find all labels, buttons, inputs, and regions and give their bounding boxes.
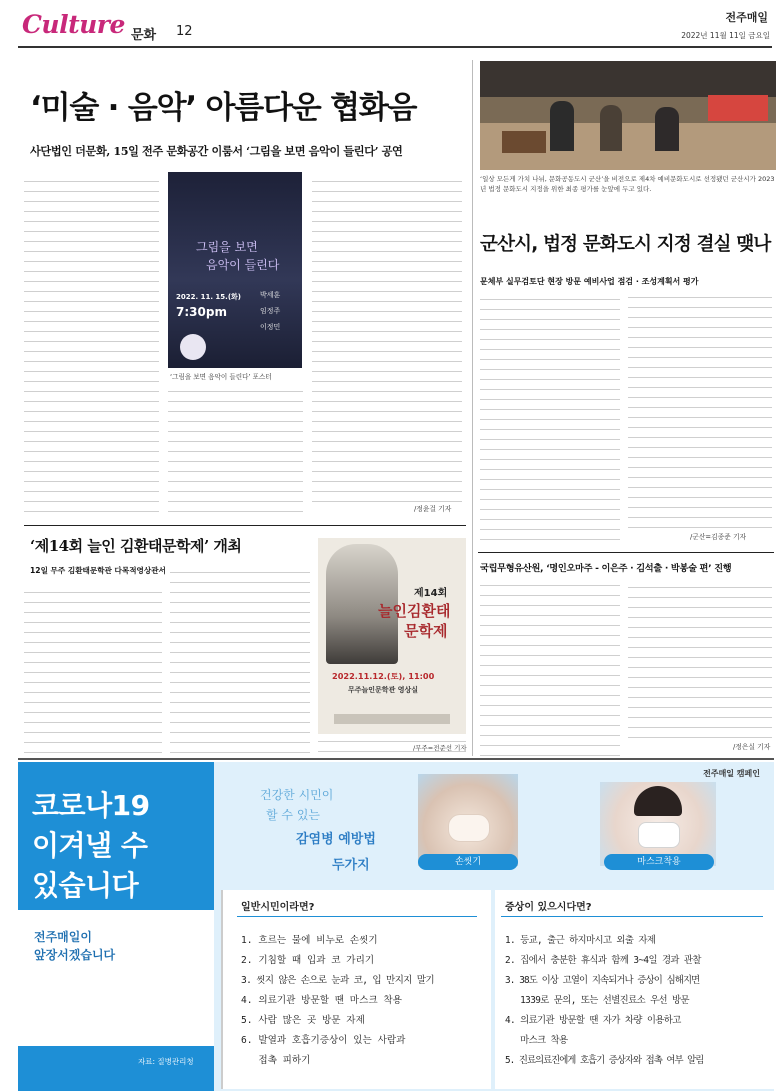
citizen-box: [221, 890, 491, 1089]
ad-campaign: 전주매일 캠페인: [703, 769, 760, 778]
symptoms-item: 마스크 착용: [505, 1035, 568, 1046]
article4-body-col1: [480, 578, 620, 756]
column-divider: [472, 548, 473, 756]
poster-title-line1: 그림을 보면: [196, 240, 258, 254]
ad-headline-3: 있습니다: [32, 869, 139, 902]
article2-photo: [480, 61, 776, 170]
article3-body-col2: [170, 569, 310, 753]
article3-subhead: 12일 무주 김환태문학관 다목적영상관서: [30, 566, 166, 575]
mask-icon: [638, 822, 680, 848]
poster-logo-mark: [180, 334, 206, 360]
poster-title-line2: 음악이 들린다: [206, 258, 280, 272]
ad-left-panel: [18, 762, 214, 1091]
article3-byline: /무주=전준선 기자: [413, 744, 467, 752]
poster-time: 7:30pm: [176, 305, 227, 319]
ad-sub-line2: 앞장서겠습니다: [34, 948, 116, 962]
poster-performer-2: 임정주: [260, 307, 281, 315]
face-hair: [634, 786, 682, 816]
poster-sponsors: [334, 714, 450, 724]
article2-subhead: 문체부 실무검토단 현장 방문 예비사업 점검 · 조성계획서 평가: [480, 277, 699, 286]
citizen-heading: 일반시민이라면?: [241, 902, 315, 913]
citizen-item: 5. 사람 많은 곳 방문 자제: [241, 1015, 365, 1026]
ad-prevention-2: 두가지: [332, 858, 370, 873]
symptoms-heading-rule: [501, 916, 763, 917]
article2-body-col1: [480, 294, 620, 540]
symptoms-item: 1. 등교, 출근 하지마시고 외출 자제: [505, 935, 656, 946]
article2-headline: 군산시, 법정 문화도시 지정 결실 맺나: [480, 234, 771, 255]
photo-banner: [708, 95, 768, 121]
article2-byline: /군산=김종준 기자: [690, 533, 747, 541]
article1-body-col1: [24, 172, 159, 512]
article3-poster: [318, 538, 466, 734]
hand-wash-image: [418, 774, 518, 866]
poster-performer-1: 박세훈: [260, 291, 281, 299]
hand-wash-label: 손씻기: [418, 854, 518, 870]
poster-edition: 제14회: [414, 588, 448, 599]
page-number: 12: [176, 24, 193, 39]
ad-top-rule: [18, 758, 774, 760]
article2-photo-caption: ‘일상 모든게 가치 나뉘, 문화공동도시 군산’을 비전으로 제4차 예비문화도시로 선정됐던 군산시가 2023년 법정 문화도시 지정을 위한 최종 평가를 눈앞에 두고 있다.: [480, 175, 775, 193]
poster-title-2: 문학제: [404, 622, 448, 640]
photo-person: [600, 105, 622, 151]
citizen-item: 1. 흐르는 물에 비누로 손씻기: [241, 935, 378, 946]
article3-top-rule: [24, 525, 466, 526]
column-divider: [472, 60, 473, 548]
hand-wash-icon: [448, 814, 490, 842]
article2-body-col2: [628, 294, 772, 528]
article1-byline: /정윤걸 기자: [414, 505, 452, 513]
photo-table: [502, 131, 546, 153]
section-title-en: Culture: [22, 10, 125, 39]
symptoms-item: 5. 진료의료진에게 호흡기 증상자와 접촉 여부 알림: [505, 1055, 704, 1066]
ad-headline-2: 이겨낼 수: [32, 829, 148, 862]
ad-headline-1: 코로나19: [32, 789, 150, 822]
article4-top-rule: [478, 552, 774, 553]
article4-headline: 국립무형유산원, ‘명인오마주 - 이은주 · 김석출 · 박봉술 편’ 진행: [480, 563, 732, 574]
poster-date: 2022. 11. 15.(화): [176, 293, 241, 301]
symptoms-box: [495, 890, 774, 1089]
article3-body-col1: [24, 583, 162, 753]
citizen-item: 접촉 피하기: [241, 1055, 311, 1066]
article1-body-col2: [168, 388, 303, 512]
issue-date: 2022년 11월 11일 금요일: [681, 31, 770, 40]
page-header: [0, 0, 782, 46]
citizen-item: 6. 발열과 호흡기증상이 있는 사람과: [241, 1035, 406, 1046]
article1-headline: ‘미술 · 음악’ 아름다운 협화음: [30, 90, 417, 126]
photo-person: [550, 101, 574, 151]
symptoms-item: 2. 집에서 충분한 휴식과 함께 3~4일 경과 관찰: [505, 955, 701, 966]
citizen-heading-rule: [237, 916, 477, 917]
symptoms-item: 1339로 문의, 또는 선별진료소 우선 방문: [505, 995, 689, 1006]
ad-sub-line1: 전주매일이: [34, 930, 92, 944]
ad-healthy-2: 할 수 있는: [266, 808, 320, 822]
symptoms-item: 4. 의료기관 방문할 땐 자가 차량 이용하고: [505, 1015, 681, 1026]
photo-ceiling: [480, 61, 776, 97]
poster-when: 2022.11.12.(토), 11:00: [332, 671, 435, 681]
mask-label: 마스크착용: [604, 854, 714, 870]
ad-sub-box: [18, 910, 214, 1046]
article4-body-col2: [628, 578, 772, 738]
article1-subhead: 사단법인 더문화, 15일 전주 문화공간 이룸서 ‘그림을 보면 음악이 들린다’ 공연: [30, 144, 403, 158]
symptoms-item: 3. 38도 이상 고열이 지속되거나 증상이 심해지면: [505, 975, 700, 986]
article4-byline: /정은실 기자: [733, 743, 771, 751]
citizen-item: 4. 의료기관 방문할 땐 마스크 착용: [241, 995, 402, 1006]
poster-title-1: 늘인김환태: [378, 602, 451, 620]
citizen-item: 2. 기침할 때 입과 코 가리기: [241, 955, 375, 966]
covid-ad: [18, 762, 774, 1091]
article1-poster-caption: ‘그림을 보면 음악이 들린다’ 포스터: [170, 373, 272, 381]
poster-where: 무주늘인문학관 영상실: [348, 686, 419, 694]
citizen-item: 3. 씻지 않은 손으로 눈과 코, 입 만지지 말기: [241, 975, 434, 986]
poster-performer-3: 이정민: [260, 323, 281, 331]
article3-headline: ‘제14회 늘인 김환태문학제’ 개최: [30, 537, 242, 555]
newspaper-name: 전주매일: [725, 11, 768, 24]
article1-poster: [168, 172, 302, 368]
photo-person: [655, 107, 679, 151]
ad-healthy-box: [236, 762, 432, 900]
ad-prevention-1: 감염병 예방법: [296, 832, 376, 847]
article1-body-col3: [312, 172, 462, 502]
symptoms-heading: 증상이 있으시다면?: [505, 902, 592, 913]
header-rule: [18, 46, 772, 48]
section-title-ko: 문화: [131, 28, 157, 43]
ad-healthy-1: 건강한 시민이: [260, 788, 334, 802]
ad-source: 자료: 질병관리청: [138, 1057, 194, 1066]
